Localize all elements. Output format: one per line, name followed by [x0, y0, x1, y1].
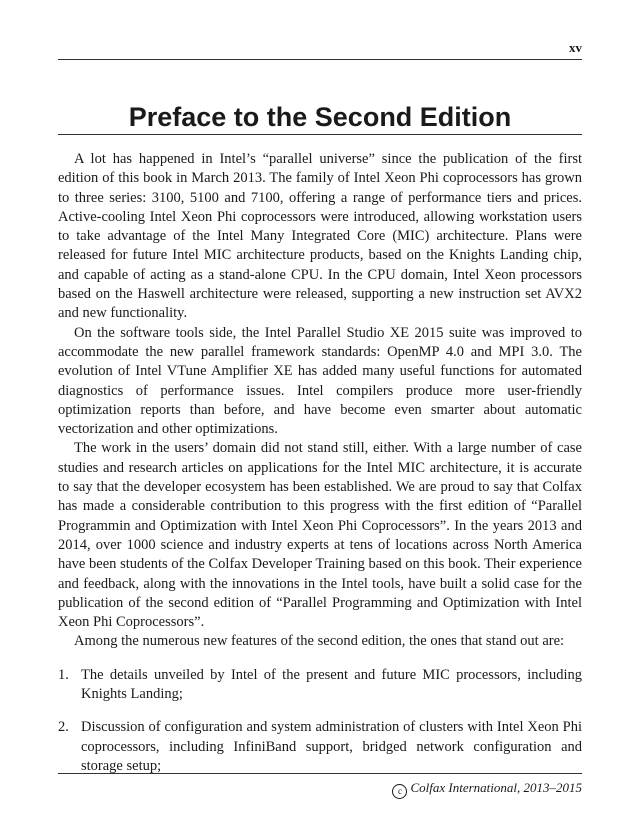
header-rule: [58, 59, 582, 60]
list-item: [58, 666, 582, 705]
page-number: xv: [569, 40, 582, 55]
paragraph: Among the numerous new features of the second edition, the ones that stand out are:: [74, 633, 565, 650]
copyright-icon: c: [392, 784, 407, 799]
list-item: [58, 718, 582, 776]
feature-list: [58, 666, 582, 776]
list-item-text: The details unveiled by Intel of the present and future MIC processors, including Knights Landing;: [81, 666, 582, 703]
preface-body: [58, 150, 582, 790]
paragraph: A lot has happened in Intel’s “parallel universe” since the publication of the first edition of this book in March 2013. The family of Intel Xeon Phi coprocessors has grown to three series: 3100, 5100 and 7100, offering a range of performance tiers and prices. Active-cooling Intel Xeon Phi coprocessors were introduced, allowing workstation users to take advantage of the Intel Many Integrated Core (MIC) architecture. Plans were released for future Intel MIC architecture products, based on the Knights Landing chip, and capable of acting as a stand-alone CPU. In the CPU domain, Intel Xeon processors based on the Haswell architecture were released, supporting a new instruction set AVX2 and new functionality.: [58, 151, 582, 322]
document-page: [58, 0, 582, 821]
paragraph: The work in the users’ domain did not stand still, either. With a large number of case studies and research articles on applications for the Intel MIC architecture, it is accurate to say that the developer ecosystem has been established. We are proud to say that Colfax has made a considerable contribution to this progress with the first edition of “Parallel Programmin and Optimization with Intel Xeon Phi Coprocessors”. In the years 2013 and 2014, over 1000 science and industry experts at tens of locations across North America have been students of the Colfax Developer Training based on this book. Their experience and feedback, along with the innovations in the Intel tools, have built a solid case for the publication of the second edition of “Parallel Programming and Optimization with Intel Xeon Phi Coprocessors”.: [58, 440, 582, 631]
title-rule: [58, 134, 582, 135]
page-footer: [58, 780, 582, 799]
footer-rule: [58, 773, 582, 774]
list-item-number: 1.: [58, 666, 69, 683]
list-item-text: Discussion of configuration and system administration of clusters with Intel Xeon Phi coprocessors, including InfiniBand support, bridged network configuration and storage setup;: [81, 719, 582, 774]
footer-text: Colfax International, 2013–2015: [410, 780, 582, 795]
page-title: Preface to the Second Edition: [128, 102, 512, 133]
paragraph: On the software tools side, the Intel Parallel Studio XE 2015 suite was improved to accommodate the new parallel framework standards: OpenMP 4.0 and MPI 3.0. The evolution of Intel VTune Amplifier XE has added many useful functions for automated diagnostics of performance issues. Intel compilers produce more user-friendly optimization reports than before, and have become even smarter about automatic vectorization and other optimizations.: [58, 324, 582, 438]
list-item-number: 2.: [58, 719, 69, 736]
